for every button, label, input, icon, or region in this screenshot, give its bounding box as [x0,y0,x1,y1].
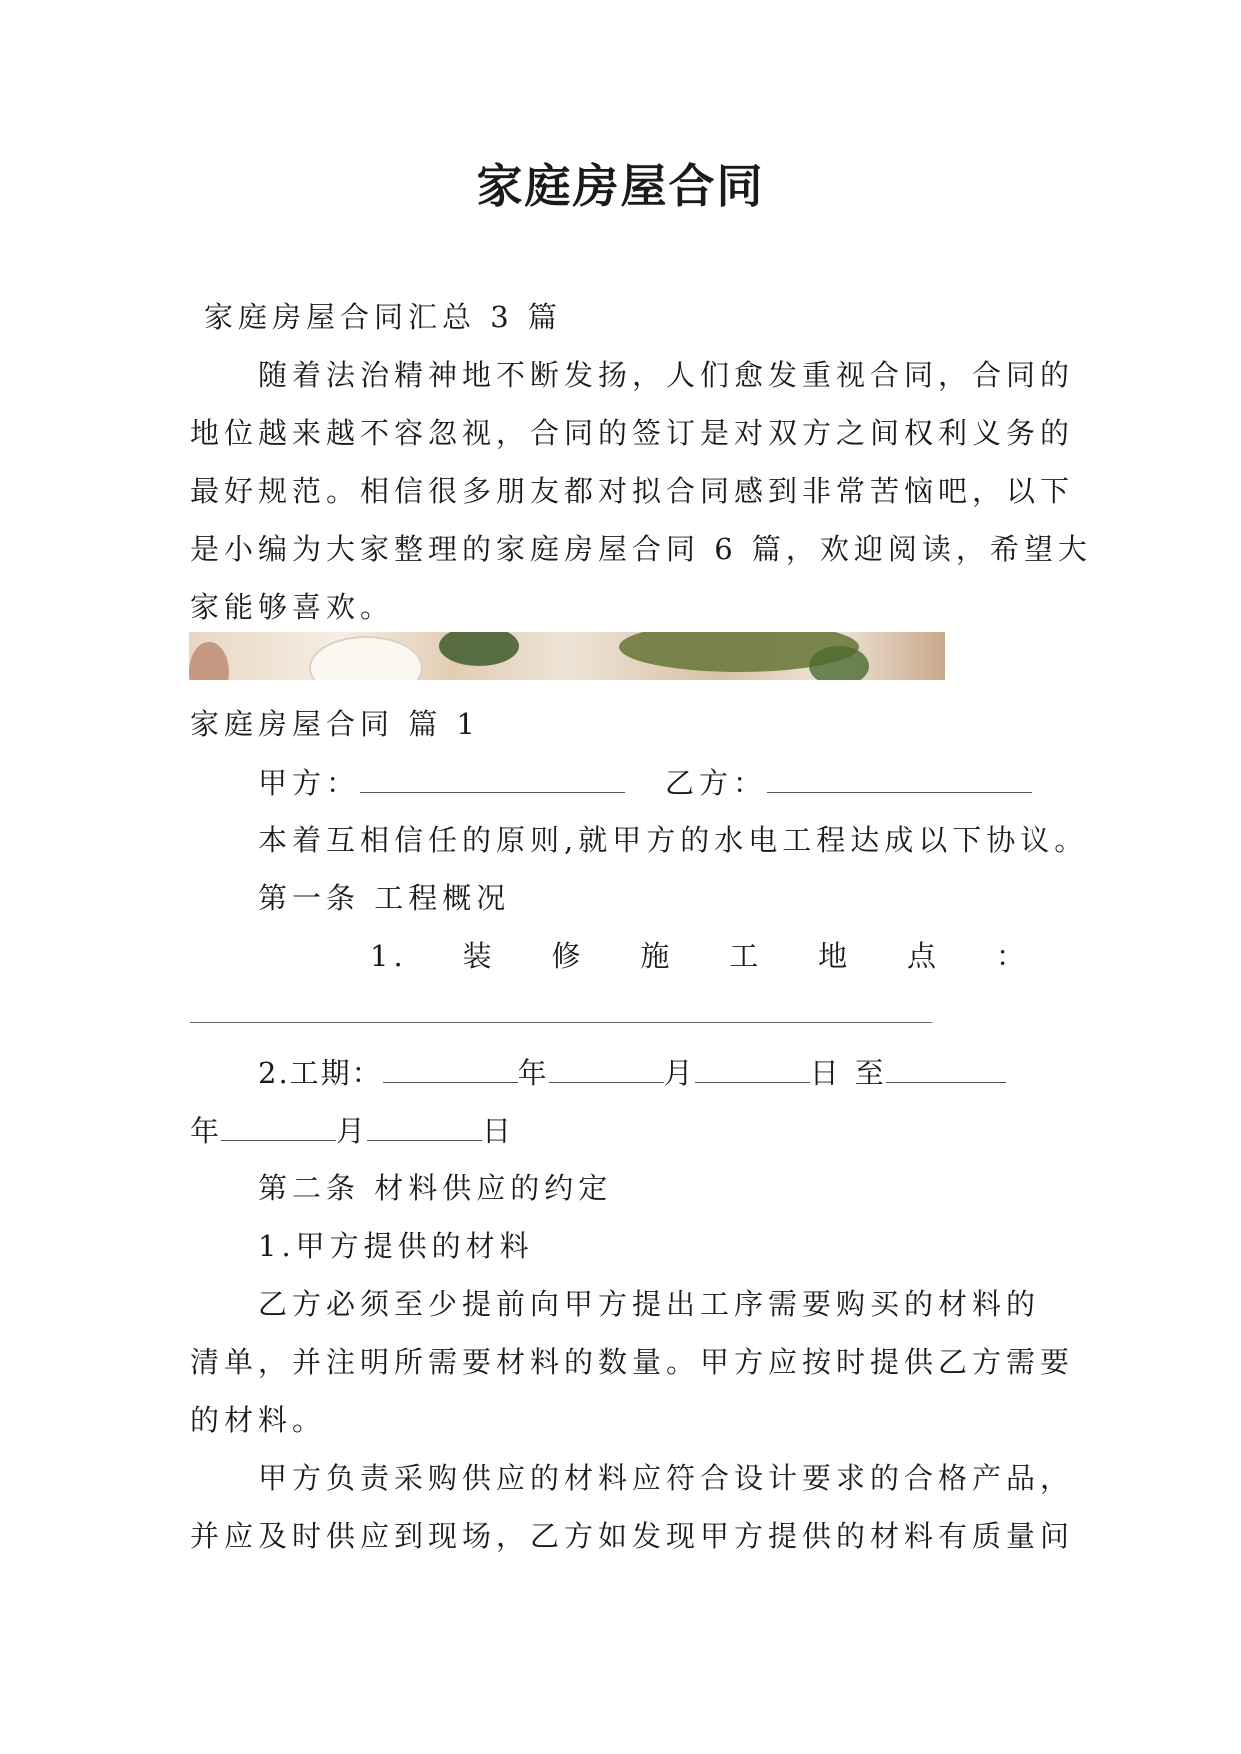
to-label: 至 [854,1056,886,1090]
banner-photo [189,632,945,680]
party-a-blank [360,762,625,793]
location-line [370,936,1230,976]
intro-line-2: 地位越来越不容忽视，合同的签订是对双方之间权利义务的 [190,416,1075,450]
location-char: 1. [370,939,408,973]
article2-heading: 第二条 材料供应的约定 [258,1171,613,1205]
day-blank [695,1052,810,1083]
month-unit: 月 [663,1056,695,1090]
para2-line-3: 的材料。 [190,1403,327,1437]
document-title: 家庭房屋合同 [476,159,765,213]
location-blank [190,1022,932,1023]
location-char: 修 [551,939,586,973]
para3-line-2: 并应及时供应到现场，乙方如发现甲方提供的材料有质量问 [190,1519,1075,1553]
intro-line-5: 家能够喜欢。 [190,590,395,624]
party-b-blank [767,762,1032,793]
para2-line-1: 乙方必须至少提前向甲方提出工序需要购买的材料的 [258,1287,1041,1321]
party-b-label: 乙方： [665,766,768,800]
intro-line-4: 是小编为大家整理的家庭房屋合同 6 篇，欢迎阅读，希望大 [190,532,1092,566]
article1-heading: 第一条 工程概况 [258,881,511,915]
end-month-blank [221,1110,336,1141]
year-unit: 年 [517,1056,549,1090]
intro-subtitle: 家庭房屋合同汇总 3 篇 [204,300,562,334]
item1-heading: 1.甲方提供的材料 [258,1229,534,1263]
end-year-blank [886,1052,1006,1083]
period-line-2 [190,1110,1050,1151]
location-char: 施 [640,939,675,973]
location-char: 工 [729,939,764,973]
location-char: ： [995,939,1030,973]
principle-line: 本着互相信任的原则,就甲方的水电工程达成以下协议。 [258,823,1089,857]
intro-line-1: 随着法治精神地不断发扬，人们愈发重视合同，合同的 [258,358,1075,392]
end-day-blank [367,1110,482,1141]
location-char: 点 [907,939,942,973]
parties-line [258,762,1118,803]
para3-line-1: 甲方负责采购供应的材料应符合设计要求的合格产品， [258,1461,1075,1495]
end-day-unit: 日 [482,1114,514,1148]
para2-line-2: 清单，并注明所需要材料的数量。甲方应按时提供乙方需要 [190,1345,1075,1379]
year-blank [383,1052,518,1083]
period-label: 2.工期： [258,1056,383,1090]
month-blank [549,1052,664,1083]
location-char: 装 [462,939,497,973]
intro-line-3: 最好规范。相信很多朋友都对拟合同感到非常苦恼吧，以下 [190,474,1075,508]
section1-heading: 家庭房屋合同 篇 1 [190,707,480,741]
end-month-unit: 月 [336,1114,368,1148]
end-year-unit: 年 [190,1114,222,1148]
location-char: 地 [818,939,853,973]
day-unit: 日 [809,1056,841,1090]
party-a-label: 甲方： [258,766,361,800]
period-line-1 [258,1052,1118,1093]
